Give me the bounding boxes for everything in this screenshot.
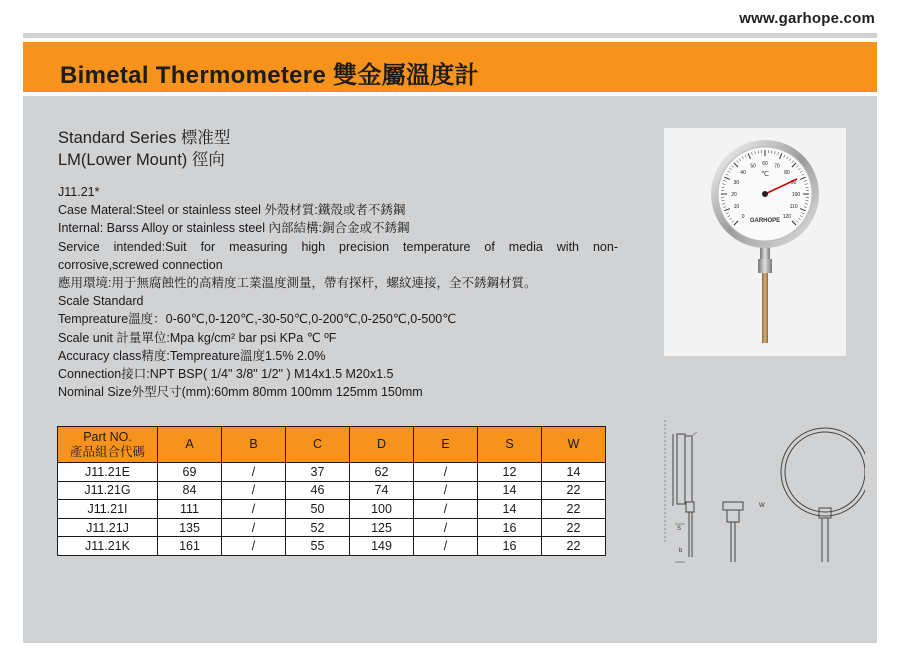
gauge-number: 110 <box>789 203 798 210</box>
series-heading <box>58 127 230 171</box>
drawing-label-b: b <box>679 548 683 554</box>
spec-accuracy: Accuracy class精度:Tempreature溫度1.5% 2.0% <box>58 348 326 363</box>
gauge-number: 10 <box>733 203 740 210</box>
cell-a: 111 <box>158 500 222 519</box>
page-title: Bimetal Thermometere 雙金屬溫度計 <box>60 62 479 89</box>
table-row <box>58 500 606 519</box>
series-mount: LM(Lower Mount) 徑向 <box>58 151 225 169</box>
cell-s: 14 <box>478 481 542 500</box>
spec-list <box>58 183 618 401</box>
cell-e: / <box>414 500 478 519</box>
header-s: S <box>478 427 542 463</box>
header-c: C <box>286 427 350 463</box>
cell-c: 55 <box>286 537 350 556</box>
cell-w: 14 <box>542 463 606 482</box>
gauge-number: 90 <box>790 180 797 187</box>
parts-table <box>57 426 606 556</box>
dimension-drawing <box>655 412 865 572</box>
cell-s: 16 <box>478 518 542 537</box>
table-header-row <box>58 427 606 463</box>
cell-d: 74 <box>350 481 414 500</box>
cell-d: 149 <box>350 537 414 556</box>
product-photo <box>664 128 846 356</box>
gauge-brand: GARHOPE <box>749 218 781 224</box>
gauge-number: 100 <box>791 192 801 198</box>
spec-connection: Connection接口:NPT BSP( 1/4" 3/8" 1/2" ) M14x1.5 M20x1.5 <box>58 367 394 382</box>
series-standard: Standard Series 標准型 <box>58 129 231 147</box>
drawing-label-w: W <box>759 503 765 509</box>
cell-b: / <box>222 463 286 482</box>
gauge-number: 20 <box>731 192 737 198</box>
cell-s: 12 <box>478 463 542 482</box>
cell-d: 125 <box>350 518 414 537</box>
cell-w: 22 <box>542 537 606 556</box>
gauge-number: 60 <box>762 161 768 167</box>
header-w: W <box>542 427 606 463</box>
header-a: A <box>158 427 222 463</box>
cell-d: 62 <box>350 463 414 482</box>
cell-part: J11.21G <box>58 481 158 500</box>
spec-service-1: Service intended:Suit for measuring high precision temperature of media with non- <box>58 239 618 254</box>
probe-stem <box>762 273 768 343</box>
drawing-label-s: S <box>677 526 682 532</box>
header-e: E <box>414 427 478 463</box>
cell-e: / <box>414 537 478 556</box>
title-banner <box>23 38 877 96</box>
cell-a: 69 <box>158 463 222 482</box>
gauge-number: 120 <box>782 213 792 220</box>
table-row <box>58 518 606 537</box>
technical-drawing <box>655 412 865 572</box>
header-d: D <box>350 427 414 463</box>
table-row <box>58 481 606 500</box>
cell-w: 22 <box>542 481 606 500</box>
spec-application: 應用環境:用于無腐蝕性的高精度工業溫度測量，帶有探杆，螺紋連接，全不銹鋼材質。 <box>58 276 537 291</box>
cell-part: J11.21E <box>58 463 158 482</box>
header-b: B <box>222 427 286 463</box>
website-url: www.garhope.com <box>739 10 875 27</box>
cell-part: J11.21K <box>58 537 158 556</box>
cell-c: 50 <box>286 500 350 519</box>
gauge-number: 0 <box>741 213 745 220</box>
cell-b: / <box>222 537 286 556</box>
spec-service-2: corrosive,screwed connection <box>58 257 223 272</box>
cell-part: J11.21I <box>58 500 158 519</box>
gauge-number: 80 <box>784 170 790 177</box>
spec-temperature: Tempreature溫度：0-60℃,0-120℃,-30-50℃,0-200℃,0-250℃,0-500℃ <box>58 312 457 327</box>
spec-nominal-size: Nominal Size外型尺寸(mm):60mm 80mm 100mm 125mm 150mm <box>58 385 423 400</box>
cell-b: / <box>222 518 286 537</box>
spec-internal: Internal: Barss Alloy or stainless steel 內部結構:銅合金或不銹鋼 <box>58 221 410 236</box>
cell-c: 37 <box>286 463 350 482</box>
cell-e: / <box>414 481 478 500</box>
cell-d: 100 <box>350 500 414 519</box>
cell-a: 161 <box>158 537 222 556</box>
cell-a: 135 <box>158 518 222 537</box>
cell-b: / <box>222 481 286 500</box>
gauge-number: 40 <box>740 170 746 177</box>
spec-model: J11.21* <box>58 185 100 199</box>
cell-c: 52 <box>286 518 350 537</box>
cell-c: 46 <box>286 481 350 500</box>
gauge-unit: ℃ <box>761 170 769 178</box>
cell-part: J11.21J <box>58 518 158 537</box>
header-part-en: Part NO. <box>83 429 132 444</box>
gauge-number: 50 <box>750 163 756 170</box>
cell-a: 84 <box>158 481 222 500</box>
cell-s: 16 <box>478 537 542 556</box>
cell-s: 14 <box>478 500 542 519</box>
cell-e: / <box>414 463 478 482</box>
header-part-cn: 產品組合代碼 <box>69 444 145 459</box>
cell-e: / <box>414 518 478 537</box>
gauge-number: 30 <box>733 180 740 187</box>
spec-scale-standard: Scale Standard <box>58 294 144 309</box>
gauge-hub <box>762 191 768 197</box>
thermometer-illustration <box>664 128 846 356</box>
hex-fitting <box>758 259 772 273</box>
gauge-number: 70 <box>774 163 780 170</box>
cell-w: 22 <box>542 500 606 519</box>
cell-w: 22 <box>542 518 606 537</box>
header-part-no <box>58 427 158 463</box>
cell-b: / <box>222 500 286 519</box>
spec-case-material: Case Materal:Steel or stainless steel 外殼材質:鐵殼或者不銹鋼 <box>58 203 406 218</box>
table-row <box>58 463 606 482</box>
spec-scale-unit: Scale unit 計量單位:Mpa kg/cm² bar psi KPa ℃ ºF <box>58 330 337 345</box>
table-row <box>58 537 606 556</box>
